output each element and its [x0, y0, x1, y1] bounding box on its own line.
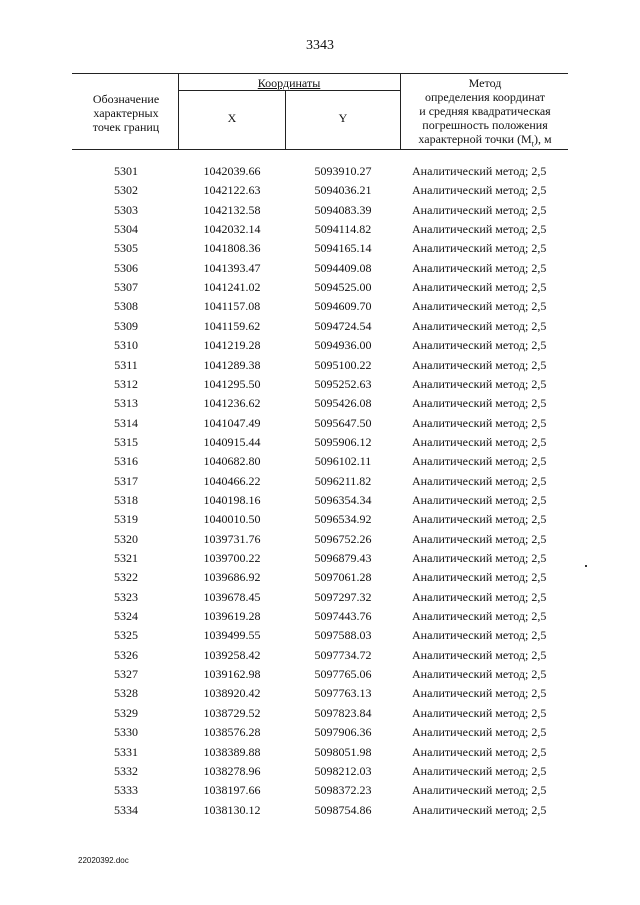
coord-x: 1040010.50 [203, 512, 261, 527]
method-value: Аналитический метод; 2,5 [412, 376, 547, 391]
coord-y: 5095906.12 [314, 434, 372, 449]
coord-y: 5094609.70 [314, 299, 372, 314]
coord-y: 5098212.03 [314, 763, 372, 778]
table-row [0, 781, 640, 800]
coord-x: 1041159.62 [203, 318, 261, 333]
table-row [0, 801, 640, 820]
point-id: 5334 [114, 802, 138, 817]
coord-x: 1039678.45 [203, 589, 261, 604]
point-id: 5329 [114, 705, 138, 720]
point-id: 5310 [114, 338, 138, 353]
coord-y: 5098754.86 [314, 802, 372, 817]
table-row [0, 336, 640, 355]
point-id: 5312 [114, 376, 138, 391]
point-id: 5319 [114, 512, 138, 527]
table-row [0, 317, 640, 336]
coord-x: 1041393.47 [203, 260, 261, 275]
col-divider-3 [400, 73, 401, 150]
method-value: Аналитический метод; 2,5 [412, 415, 547, 430]
method-value: Аналитический метод; 2,5 [412, 318, 547, 333]
coord-x: 1039162.98 [203, 667, 261, 682]
coord-x: 1042039.66 [203, 164, 261, 178]
point-id: 5304 [114, 222, 138, 237]
table-row [0, 181, 640, 200]
point-id: 5322 [114, 570, 138, 585]
method-value: Аналитический метод; 2,5 [412, 589, 547, 604]
header-method-line5 [402, 132, 568, 151]
table-row [0, 530, 640, 549]
coord-y: 5094036.21 [314, 183, 372, 198]
method-value: Аналитический метод; 2,5 [412, 241, 547, 256]
point-id: 5313 [114, 396, 138, 411]
coord-x: 1041295.50 [203, 376, 261, 391]
method-value: Аналитический метод; 2,5 [412, 647, 547, 662]
point-id: 5303 [114, 202, 138, 217]
point-id: 5330 [114, 725, 138, 740]
point-id: 5318 [114, 492, 138, 507]
table-row [0, 743, 640, 762]
table-row [0, 162, 640, 181]
coord-y: 5096534.92 [314, 512, 372, 527]
header-col-id [78, 92, 174, 134]
coord-y: 5097763.13 [314, 686, 372, 701]
header-x: X [227, 111, 237, 125]
table-row [0, 452, 640, 471]
coord-x: 1039686.92 [203, 570, 261, 585]
coord-y: 5095647.50 [314, 415, 372, 430]
table-row [0, 549, 640, 568]
point-id: 5306 [114, 260, 138, 275]
coord-x: 1042122.63 [203, 183, 261, 198]
coord-y: 5094724.54 [314, 318, 372, 333]
method-value: Аналитический метод; 2,5 [412, 531, 547, 546]
point-id: 5314 [114, 415, 138, 430]
point-id: 5323 [114, 589, 138, 604]
point-id: 5328 [114, 686, 138, 701]
method-value: Аналитический метод; 2,5 [412, 686, 547, 701]
table-row [0, 588, 640, 607]
method-value: Аналитический метод; 2,5 [412, 570, 547, 585]
coord-y: 5094525.00 [314, 280, 372, 295]
point-id: 5302 [114, 183, 138, 198]
coord-x: 1038920.42 [203, 686, 261, 701]
point-id: 5326 [114, 647, 138, 662]
header-y: Y [338, 111, 348, 125]
coord-y: 5097061.28 [314, 570, 372, 585]
table-row [0, 278, 640, 297]
point-id: 5307 [114, 280, 138, 295]
method-value: Аналитический метод; 2,5 [412, 667, 547, 682]
point-id: 5332 [114, 763, 138, 778]
coord-y: 5097734.72 [314, 647, 372, 662]
table-row [0, 510, 640, 529]
header-method-line1: Метод [468, 76, 502, 90]
method-value: Аналитический метод; 2,5 [412, 183, 547, 198]
coord-x: 1041219.28 [203, 338, 261, 353]
point-id: 5325 [114, 628, 138, 643]
method-value: Аналитический метод; 2,5 [412, 512, 547, 527]
table-row [0, 568, 640, 587]
file-name-footer: 22020392.doc [78, 856, 129, 865]
coord-y: 5097588.03 [314, 628, 372, 643]
table-row [0, 297, 640, 316]
table-row [0, 220, 640, 239]
table-row [0, 259, 640, 278]
coord-y: 5097906.36 [314, 725, 372, 740]
point-id: 5324 [114, 609, 138, 624]
method-value: Аналитический метод; 2,5 [412, 802, 547, 817]
coord-y: 5096354.34 [314, 492, 372, 507]
header-col-id-line3: точек границ [92, 120, 160, 134]
coord-y: 5094083.39 [314, 202, 372, 217]
method-value: Аналитический метод; 2,5 [412, 744, 547, 759]
coord-y: 5097297.32 [314, 589, 372, 604]
coord-x: 1042132.58 [203, 202, 261, 217]
point-id: 5321 [114, 551, 138, 565]
point-id: 5327 [114, 667, 138, 682]
coord-x: 1040915.44 [203, 434, 261, 449]
method-value: Аналитический метод; 2,5 [412, 164, 547, 178]
table-row [0, 433, 640, 452]
table-row [0, 472, 640, 491]
method-value: Аналитический метод; 2,5 [412, 280, 547, 295]
method-value: Аналитический метод; 2,5 [412, 725, 547, 740]
table-row [0, 723, 640, 742]
point-id: 5311 [114, 357, 138, 372]
coord-x: 1041157.08 [203, 299, 261, 314]
coord-x: 1042032.14 [203, 222, 261, 237]
coord-y: 5096752.26 [314, 531, 372, 546]
point-id: 5315 [114, 434, 138, 449]
table-row [0, 201, 640, 220]
coord-y: 5097823.84 [314, 705, 372, 720]
coord-x: 1041289.38 [203, 357, 261, 372]
method-value: Аналитический метод; 2,5 [412, 783, 547, 798]
header-method-line3: и средняя квадратическая [419, 104, 551, 118]
coord-y: 5097765.06 [314, 667, 372, 682]
coord-x: 1038278.96 [203, 763, 261, 778]
coord-y: 5094114.82 [314, 222, 372, 237]
coord-y: 5096102.11 [314, 454, 372, 469]
coord-x: 1041047.49 [203, 415, 261, 430]
coord-y: 5094936.00 [314, 338, 372, 353]
coord-x: 1038197.66 [203, 783, 261, 798]
method-value: Аналитический метод; 2,5 [412, 492, 547, 507]
header-method-sub: t [531, 139, 534, 149]
table-row [0, 607, 640, 626]
coord-x: 1041808.36 [203, 241, 261, 256]
coord-x: 1039731.76 [203, 531, 261, 546]
table-row [0, 491, 640, 510]
method-value: Аналитический метод; 2,5 [412, 454, 547, 469]
coord-x: 1040198.16 [203, 492, 261, 507]
point-id: 5305 [114, 241, 138, 256]
table-row [0, 626, 640, 645]
method-value: Аналитический метод; 2,5 [412, 763, 547, 778]
coord-y: 5094409.08 [314, 260, 372, 275]
method-value: Аналитический метод; 2,5 [412, 396, 547, 411]
point-id: 5333 [114, 783, 138, 798]
coord-x: 1039258.42 [203, 647, 261, 662]
coord-y: 5094165.14 [314, 241, 372, 256]
header-col-id-line2: характерных [93, 106, 159, 120]
method-value: Аналитический метод; 2,5 [412, 434, 547, 449]
coord-y: 5097443.76 [314, 609, 372, 624]
coord-y: 5098051.98 [314, 744, 372, 759]
coord-y: 5096211.82 [314, 473, 372, 488]
coord-x: 1040682.80 [203, 454, 261, 469]
method-value: Аналитический метод; 2,5 [412, 338, 547, 353]
coord-y: 5093910.27 [314, 164, 372, 178]
coords-sub-rule [178, 90, 400, 91]
coord-x: 1041241.02 [203, 280, 261, 295]
table-row [0, 704, 640, 723]
method-value: Аналитический метод; 2,5 [412, 628, 547, 643]
coord-x: 1038130.12 [203, 802, 261, 817]
table-row [0, 375, 640, 394]
point-id: 5309 [114, 318, 138, 333]
method-value: Аналитический метод; 2,5 [412, 357, 547, 372]
coord-x: 1039700.22 [203, 551, 261, 565]
coord-y: 5095100.22 [314, 357, 372, 372]
table-row [0, 356, 640, 375]
header-col-id-line1: Обозначение [92, 92, 160, 106]
method-value: Аналитический метод; 2,5 [412, 473, 547, 488]
point-id: 5320 [114, 531, 138, 546]
header-method-line5a: характерной точки (М [418, 132, 532, 146]
point-id: 5316 [114, 454, 138, 469]
method-value: Аналитический метод; 2,5 [412, 222, 547, 237]
coord-x: 1038729.52 [203, 705, 261, 720]
header-method-line5b: ), м [533, 132, 552, 146]
header-method-line4: погрешность положения [422, 118, 548, 132]
coord-x: 1039499.55 [203, 628, 261, 643]
coord-y: 5095426.08 [314, 396, 372, 411]
page-number: 3343 [306, 38, 334, 53]
table-row [0, 646, 640, 665]
method-value: Аналитический метод; 2,5 [412, 260, 547, 275]
method-value: Аналитический метод; 2,5 [412, 705, 547, 720]
coord-y: 5098372.23 [314, 783, 372, 798]
coord-x: 1041236.62 [203, 396, 261, 411]
stray-mark [585, 565, 587, 567]
coord-x: 1038389.88 [203, 744, 261, 759]
point-id: 5301 [114, 164, 138, 178]
table-row [0, 665, 640, 684]
table-row [0, 684, 640, 703]
header-method [402, 76, 568, 151]
coord-y: 5095252.63 [314, 376, 372, 391]
coord-y: 5096879.43 [314, 551, 372, 565]
table-row [0, 762, 640, 781]
header-method-line2: определения координат [425, 90, 545, 104]
method-value: Аналитический метод; 2,5 [412, 609, 547, 624]
point-id: 5317 [114, 473, 138, 488]
point-id: 5331 [114, 744, 138, 759]
table-row [0, 239, 640, 258]
coord-x: 1039619.28 [203, 609, 261, 624]
method-value: Аналитический метод; 2,5 [412, 551, 547, 565]
header-coords: Координаты [257, 76, 321, 90]
coord-x: 1038576.28 [203, 725, 261, 740]
header-top-rule [72, 73, 568, 74]
point-id: 5308 [114, 299, 138, 314]
table-row [0, 394, 640, 413]
method-value: Аналитический метод; 2,5 [412, 202, 547, 217]
table-row [0, 414, 640, 433]
method-value: Аналитический метод; 2,5 [412, 299, 547, 314]
coord-x: 1040466.22 [203, 473, 261, 488]
